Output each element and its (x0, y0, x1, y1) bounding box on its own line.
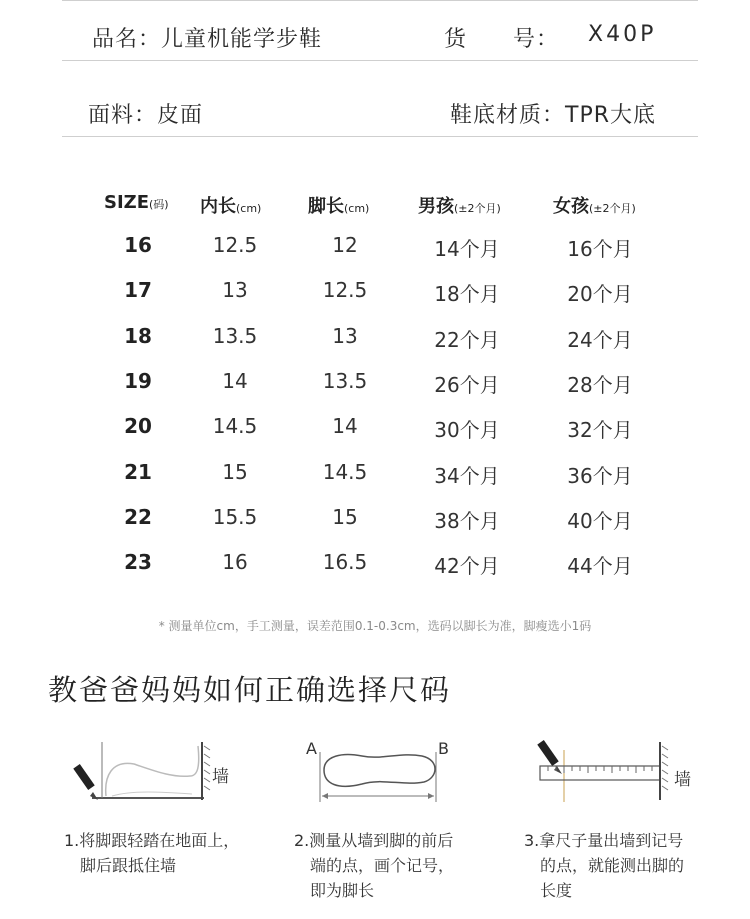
column-header-boy-age-unit: (±2个月) (454, 202, 501, 215)
cell-girl-age: 16个月 (567, 237, 633, 261)
cell-foot-length: 12 (332, 233, 358, 257)
point-a-label: A (306, 739, 317, 758)
cell-girl-age: 44个月 (567, 554, 633, 579)
column-header-inner-length-unit: (cm) (236, 202, 262, 215)
column-header-size-unit: (码) (149, 198, 169, 211)
step1-line2: 脚后跟抵住墙 (80, 856, 177, 875)
column-header-size (104, 192, 169, 213)
toe-outline (112, 792, 192, 796)
cell-inner-length: 14.5 (212, 414, 258, 439)
footprint-outline (324, 755, 435, 787)
step2-line1: 2.测量从墙到脚的前后 (294, 831, 454, 850)
column-header-foot-length-main: 脚长 (308, 196, 344, 217)
cell-foot-length: 15 (332, 504, 358, 529)
arrow-right-head (428, 793, 434, 799)
cell-foot-length: 13 (332, 323, 358, 348)
cell-size: 21 (124, 459, 152, 484)
step3-text (524, 828, 684, 903)
column-header-foot-length (308, 192, 369, 218)
cell-size: 23 (124, 550, 152, 575)
cell-boy-age: 42个月 (434, 554, 500, 579)
cell-inner-length: 15 (222, 459, 248, 484)
cell-foot-length: 16.5 (322, 550, 368, 575)
step2-text (294, 828, 454, 903)
cell-boy-age: 18个月 (434, 282, 500, 307)
cell-size: 18 (124, 323, 152, 348)
step3-line3: 长度 (540, 881, 573, 900)
item-number-label: 货 号： (444, 27, 560, 52)
step1-line1: 1.将脚跟轻踏在地面上， (64, 831, 240, 850)
step2-line3: 即为脚长 (310, 881, 375, 900)
top-divider (62, 0, 698, 1)
step1-text (64, 828, 239, 878)
column-header-girl-age-unit: (±2个月) (589, 202, 636, 215)
cell-foot-length: 13.5 (322, 368, 368, 393)
step3-line1: 3.拿尺子量出墙到记号 (524, 831, 684, 850)
step2-illustration (312, 744, 448, 806)
cell-boy-age: 30个月 (434, 418, 500, 443)
guide-title: 教爸爸妈妈如何正确选择尺码 (48, 673, 452, 707)
cell-boy-age: 22个月 (434, 327, 500, 352)
cell-size: 17 (124, 278, 152, 303)
step3-wall-label: 墙 (674, 770, 691, 790)
cell-girl-age: 24个月 (567, 327, 633, 352)
arrow-left-head (322, 793, 328, 799)
cell-girl-age: 40个月 (567, 508, 633, 533)
ruler-ticks (548, 766, 652, 773)
cell-size: 22 (124, 504, 152, 529)
cell-inner-length: 16 (222, 550, 248, 575)
product-name: 品名：儿童机能学步鞋 (92, 27, 323, 52)
cell-girl-age: 20个月 (567, 282, 633, 307)
step3-line2: 的点，就能测出脚的 (540, 856, 685, 875)
sole-material: 鞋底材质：TPR大底 (450, 103, 656, 128)
cell-inner-length: 12.5 (212, 233, 258, 257)
step2-line2: 端的点，画个记号， (310, 856, 455, 875)
cell-boy-age: 14个月 (434, 237, 500, 261)
column-header-foot-length-unit: (cm) (344, 202, 370, 215)
cell-boy-age: 34个月 (434, 463, 500, 488)
column-header-boy-age-main: 男孩 (418, 196, 454, 217)
cell-foot-length: 14 (332, 414, 358, 439)
header-divider-1 (62, 60, 698, 61)
cell-inner-length: 14 (222, 368, 248, 393)
column-header-boy-age (418, 192, 501, 218)
foot-outline (106, 746, 199, 796)
cell-foot-length: 14.5 (322, 459, 368, 484)
point-b-label: B (438, 739, 449, 758)
cell-inner-length: 15.5 (212, 504, 258, 529)
cell-boy-age: 38个月 (434, 508, 500, 533)
step3-illustration (532, 736, 692, 806)
measurement-note: * 测量单位cm，手工测量，误差范围0.1-0.3cm，选码以脚长为准，脚瘦选小1码 (158, 619, 592, 633)
column-header-inner-length-main: 内长 (200, 196, 236, 217)
cell-girl-age: 28个月 (567, 372, 633, 397)
cell-foot-length: 12.5 (322, 278, 368, 303)
header-divider-2 (62, 136, 698, 137)
pencil-icon (537, 740, 562, 774)
wall-hatching (204, 746, 210, 790)
cell-boy-age: 26个月 (434, 372, 500, 397)
cell-inner-length: 13 (222, 278, 248, 303)
cell-size: 20 (124, 414, 152, 439)
cell-size: 19 (124, 368, 152, 393)
cell-girl-age: 36个月 (567, 463, 633, 488)
column-header-inner-length (200, 192, 261, 218)
column-header-size-main: SIZE (104, 192, 150, 213)
item-number-value: X40P (588, 22, 657, 47)
column-header-girl-age-main: 女孩 (553, 196, 589, 217)
material: 面料：皮面 (88, 103, 204, 128)
cell-girl-age: 32个月 (567, 418, 633, 443)
column-header-girl-age (553, 192, 636, 218)
cell-inner-length: 13.5 (212, 323, 258, 348)
step1-wall-label: 墙 (212, 767, 229, 787)
wall-hatching (662, 746, 668, 790)
pencil-icon (73, 764, 98, 800)
cell-size: 16 (124, 233, 152, 257)
